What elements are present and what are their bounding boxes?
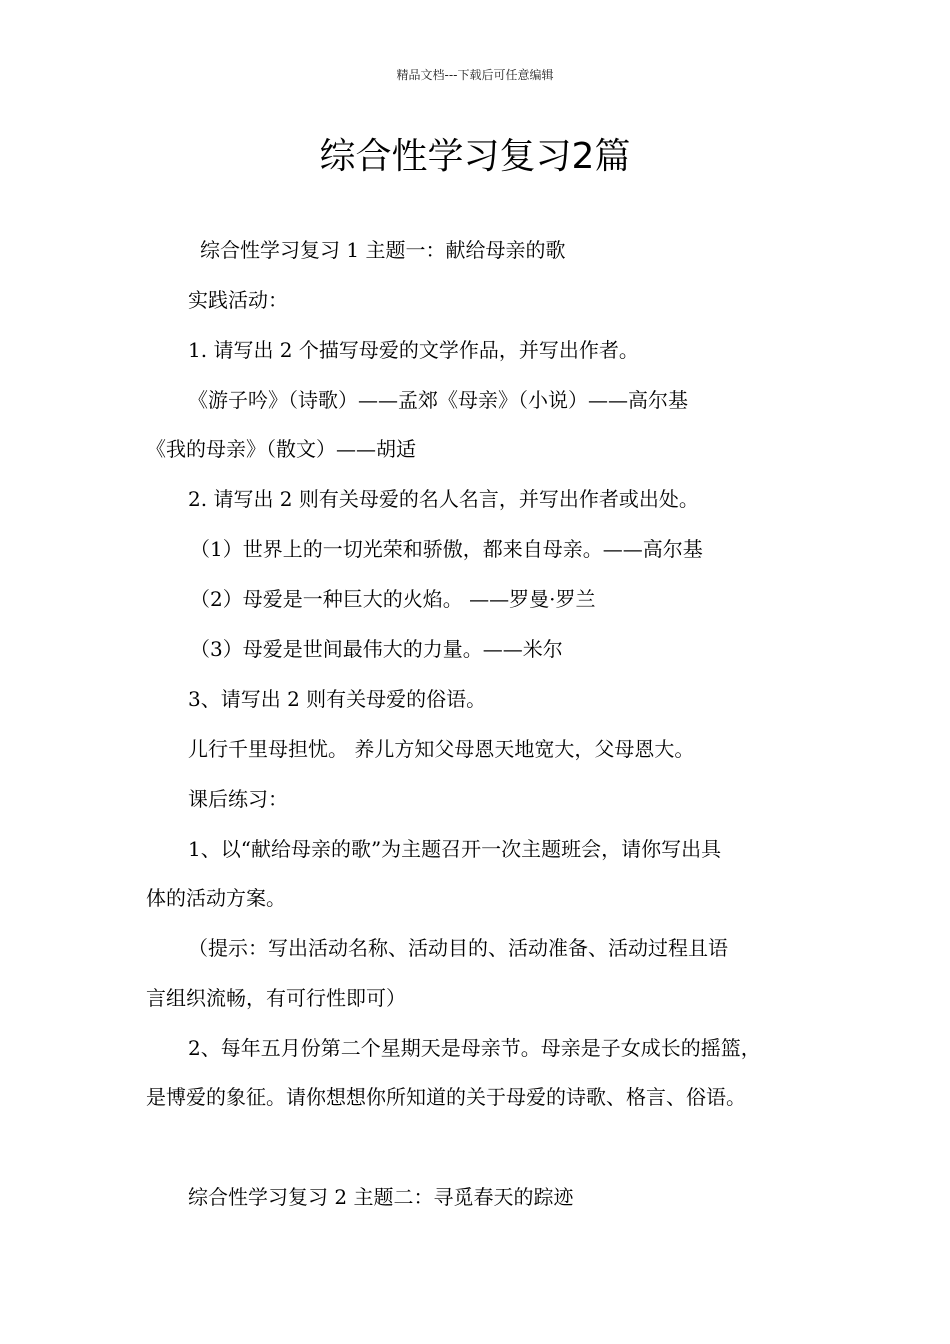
question-2: 2. 请写出 2 则有关母爱的名人名言，并写出作者或出处。: [188, 487, 699, 511]
homework-label: 课后练习：: [188, 787, 288, 811]
homework-2-line-1: 2、每年五月份第二个星期天是母亲节。母亲是子女成长的摇篮，: [188, 1036, 761, 1060]
homework-2-line-2: 是博爱的象征。请你想想你所知道的关于母爱的诗歌、格言、俗语。: [146, 1085, 746, 1109]
homework-1-line-1: 1、以“献给母亲的歌”为主题召开一次主题班会，请你写出具: [188, 837, 722, 861]
section-1-heading: 综合性学习复习 1 主题一：献给母亲的歌: [200, 238, 566, 262]
quote-3: （3）母爱是世间最伟大的力量。——米尔: [190, 637, 563, 661]
answer-1-line-2: 《我的母亲》（散文）——胡适: [146, 437, 416, 461]
quote-1: （1）世界上的一切光荣和骄傲，都来自母亲。——高尔基: [190, 537, 703, 561]
hint-line-2: 言组织流畅，有可行性即可）: [146, 986, 406, 1010]
homework-1-line-2: 体的活动方案。: [146, 886, 286, 910]
hint-line-1: （提示：写出活动名称、活动目的、活动准备、活动过程且语: [188, 936, 728, 960]
answer-3: 儿行千里母担忧。 养儿方知父母恩天地宽大，父母恩大。: [188, 737, 695, 761]
practice-activity-label: 实践活动：: [188, 288, 288, 312]
header-note: 精品文档---下载后可任意编辑: [396, 68, 554, 82]
section-2-heading: 综合性学习复习 2 主题二：寻觅春天的踪迹: [188, 1185, 574, 1209]
answer-1-line-1: 《游子吟》（诗歌）——孟郊《母亲》（小说）——高尔基: [188, 388, 688, 412]
quote-2: （2）母爱是一种巨大的火焰。 ——罗曼·罗兰: [190, 587, 596, 611]
question-3: 3、请写出 2 则有关母爱的俗语。: [188, 687, 487, 711]
document-title: 综合性学习复习2篇: [319, 136, 631, 177]
question-1: 1. 请写出 2 个描写母爱的文学作品，并写出作者。: [188, 338, 639, 362]
